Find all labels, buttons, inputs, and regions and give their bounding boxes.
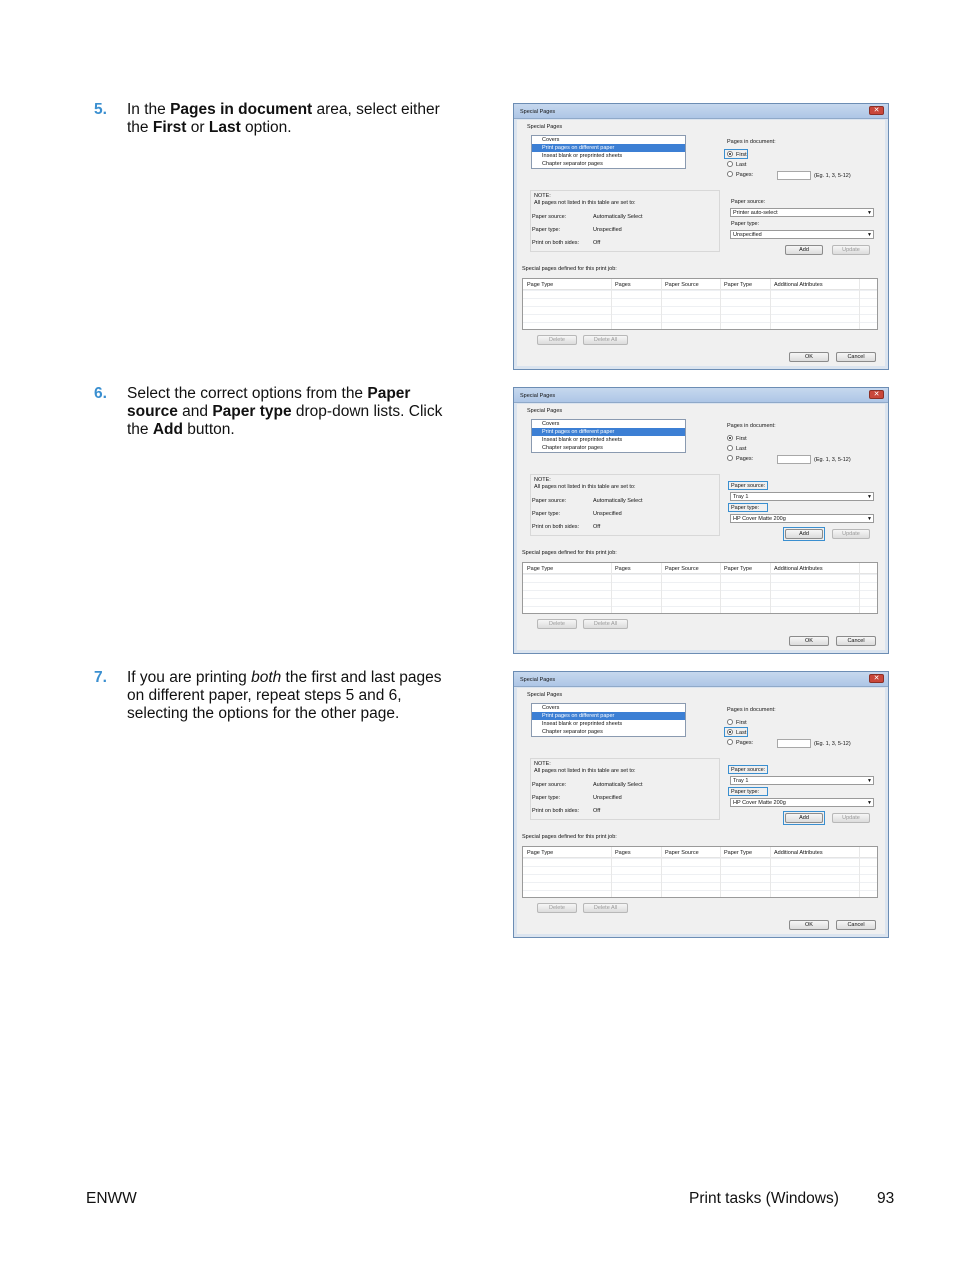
- note-label: Paper type:: [532, 227, 561, 233]
- list-item[interactable]: Inseat blank or preprinted sheets: [542, 437, 623, 443]
- footer-left: ENWW: [86, 1190, 137, 1207]
- column-header: Paper Type: [724, 282, 753, 288]
- special-pages-table[interactable]: [522, 278, 878, 330]
- table-rows: [523, 290, 877, 330]
- dialog-titlebar[interactable]: [514, 672, 888, 687]
- column-divider: [611, 563, 612, 613]
- radio-first[interactable]: [727, 435, 733, 441]
- column-header: Page Type: [527, 282, 554, 288]
- column-divider: [770, 563, 771, 613]
- page-number: 93: [877, 1190, 895, 1207]
- list-item[interactable]: Inseat blank or preprinted sheets: [542, 153, 623, 159]
- column-divider: [611, 847, 612, 897]
- radio-pages-label: Pages:: [736, 456, 754, 462]
- pages-example: (Eg. 1, 3, 5-12): [814, 741, 851, 747]
- dialog-titlebar[interactable]: [514, 104, 888, 119]
- note-text: All pages not listed in this table are set to:: [534, 768, 636, 774]
- paper-source-value: Printer auto-select: [733, 210, 778, 216]
- note-label: Print on both sides:: [532, 524, 580, 530]
- close-icon: ✕: [873, 107, 880, 114]
- list-item[interactable]: Covers: [542, 421, 560, 427]
- column-divider: [859, 279, 860, 329]
- table-rows: [523, 858, 877, 898]
- paper-source-label: Paper source:: [731, 483, 766, 489]
- note-label: Print on both sides:: [532, 240, 580, 246]
- note-title: NOTE:: [534, 477, 551, 483]
- special-pages-list[interactable]: [531, 135, 686, 169]
- pages-example: (Eg. 1, 3, 5-12): [814, 173, 851, 179]
- dialog-body: [517, 404, 885, 650]
- highlight-add: [783, 527, 825, 541]
- close-button[interactable]: [869, 674, 884, 683]
- chevron-down-icon: ▼: [867, 516, 872, 522]
- note-value: Automatically Select: [593, 782, 643, 788]
- dialog-body: [517, 688, 885, 934]
- paper-source-select[interactable]: [730, 776, 874, 785]
- table-header: [523, 563, 877, 574]
- special-pages-dialog: [513, 103, 889, 370]
- note-box: [530, 190, 720, 252]
- paper-source-label: Paper source:: [731, 199, 766, 205]
- highlight-add: [783, 811, 825, 825]
- group-label: Special Pages: [527, 124, 563, 130]
- chevron-down-icon: ▼: [867, 210, 872, 216]
- step-7: [94, 669, 459, 723]
- step-number: 5.: [94, 101, 107, 118]
- radio-pages-label: Pages:: [736, 740, 754, 746]
- special-pages-dialog: [513, 671, 889, 938]
- note-label: Print on both sides:: [532, 808, 580, 814]
- paper-type-value: HP Cover Matte 200g: [733, 800, 786, 806]
- column-header: Paper Type: [724, 566, 753, 572]
- delete-all-button[interactable]: Delete All: [583, 619, 628, 629]
- defined-pages-label: Special pages defined for this print job:: [522, 834, 617, 840]
- note-value: Off: [593, 524, 601, 530]
- radio-last-label: Last: [736, 446, 747, 452]
- paper-type-select[interactable]: [730, 798, 874, 807]
- list-item[interactable]: Covers: [542, 137, 560, 143]
- paper-type-label: Paper type:: [731, 505, 760, 511]
- pages-input[interactable]: [777, 739, 811, 748]
- radio-last[interactable]: [727, 445, 733, 451]
- paper-type-value: Unspecified: [733, 232, 762, 238]
- note-value: Automatically Select: [593, 214, 643, 220]
- paper-source-value: Tray 1: [733, 494, 749, 500]
- column-header: Paper Source: [665, 566, 699, 572]
- paper-type-select[interactable]: [730, 230, 874, 239]
- pages-input[interactable]: [777, 455, 811, 464]
- list-item-selected[interactable]: Print pages on different paper: [532, 144, 685, 152]
- column-header: Pages: [615, 850, 631, 856]
- note-value: Automatically Select: [593, 498, 643, 504]
- radio-first-label: First: [736, 436, 747, 442]
- note-value: Off: [593, 240, 601, 246]
- step-6: [94, 385, 459, 439]
- note-value: Unspecified: [593, 795, 622, 801]
- pages-in-document-label: Pages in document:: [727, 423, 776, 429]
- column-header: Additional Attributes: [774, 566, 823, 572]
- highlight-last: [724, 727, 748, 737]
- list-item-selected[interactable]: Print pages on different paper: [532, 712, 685, 720]
- highlight-paper-type: [728, 503, 768, 512]
- special-pages-table[interactable]: [522, 846, 878, 898]
- column-header: Additional Attributes: [774, 282, 823, 288]
- column-header: Page Type: [527, 566, 554, 572]
- dialog-title: Special Pages: [520, 677, 556, 683]
- list-item[interactable]: Inseat blank or preprinted sheets: [542, 721, 623, 727]
- defined-pages-label: Special pages defined for this print job:: [522, 550, 617, 556]
- special-pages-dialog: [513, 387, 889, 654]
- close-icon: ✕: [873, 391, 880, 398]
- table-header: [523, 279, 877, 290]
- list-item[interactable]: Chapter separator pages: [542, 729, 603, 735]
- highlight-paper-type: [728, 787, 768, 796]
- add-button[interactable]: Add: [785, 529, 823, 539]
- delete-button[interactable]: Delete: [537, 335, 577, 345]
- close-button[interactable]: [869, 390, 884, 399]
- column-divider: [720, 847, 721, 897]
- note-value: Off: [593, 808, 601, 814]
- radio-pages[interactable]: [727, 171, 733, 177]
- column-divider: [661, 563, 662, 613]
- cancel-button[interactable]: Cancel: [836, 920, 876, 930]
- delete-all-button[interactable]: Delete All: [583, 335, 628, 345]
- column-header: Page Type: [527, 850, 554, 856]
- chevron-down-icon: ▼: [867, 232, 872, 238]
- table-rows: [523, 574, 877, 614]
- note-title: NOTE:: [534, 193, 551, 199]
- list-item[interactable]: Chapter separator pages: [542, 161, 603, 167]
- defined-pages-label: Special pages defined for this print job:: [522, 266, 617, 272]
- dialog-title: Special Pages: [520, 109, 556, 115]
- pages-example: (Eg. 1, 3, 5-12): [814, 457, 851, 463]
- close-button[interactable]: [869, 106, 884, 115]
- column-header: Additional Attributes: [774, 850, 823, 856]
- paper-type-value: HP Cover Matte 200g: [733, 516, 786, 522]
- dialog-titlebar[interactable]: [514, 388, 888, 403]
- paper-source-select[interactable]: [730, 492, 874, 501]
- ok-button[interactable]: OK: [789, 920, 829, 930]
- add-button[interactable]: Add: [785, 245, 823, 255]
- group-label: Special Pages: [527, 692, 563, 698]
- ok-button[interactable]: OK: [789, 636, 829, 646]
- special-pages-table[interactable]: [522, 562, 878, 614]
- radio-pages[interactable]: [727, 455, 733, 461]
- special-pages-list[interactable]: [531, 703, 686, 737]
- footer-section: Print tasks (Windows): [689, 1190, 839, 1207]
- column-header: Paper Source: [665, 282, 699, 288]
- chevron-down-icon: ▼: [867, 778, 872, 784]
- update-button[interactable]: Update: [832, 529, 870, 539]
- step-text: If you are printing both the first and last pages on different paper, repeat steps 5 and 6, selecting the options for the other page.: [127, 669, 442, 722]
- column-divider: [770, 847, 771, 897]
- dialog-title: Special Pages: [520, 393, 556, 399]
- radio-last-label: Last: [736, 730, 747, 736]
- delete-button[interactable]: Delete: [537, 903, 577, 913]
- note-box: [530, 474, 720, 536]
- ok-button[interactable]: OK: [789, 352, 829, 362]
- highlight-paper-source: [728, 765, 768, 774]
- highlight-paper-source: [728, 481, 768, 490]
- dialog-body: [517, 120, 885, 366]
- paper-type-label: Paper type:: [731, 789, 760, 795]
- chevron-down-icon: ▼: [867, 494, 872, 500]
- close-icon: ✕: [873, 675, 880, 682]
- list-item[interactable]: Chapter separator pages: [542, 445, 603, 451]
- column-divider: [859, 563, 860, 613]
- paper-source-select[interactable]: [730, 208, 874, 217]
- list-item[interactable]: Covers: [542, 705, 560, 711]
- step-5: [94, 101, 459, 137]
- radio-pages[interactable]: [727, 739, 733, 745]
- column-divider: [859, 847, 860, 897]
- radio-first[interactable]: [727, 719, 733, 725]
- note-value: Unspecified: [593, 227, 622, 233]
- radio-last[interactable]: [727, 161, 733, 167]
- column-header: Pages: [615, 566, 631, 572]
- pages-in-document-label: Pages in document:: [727, 139, 776, 145]
- note-label: Paper source:: [532, 214, 567, 220]
- radio-pages-label: Pages:: [736, 172, 754, 178]
- column-divider: [661, 847, 662, 897]
- paper-source-value: Tray 1: [733, 778, 749, 784]
- note-label: Paper type:: [532, 511, 561, 517]
- note-value: Unspecified: [593, 511, 622, 517]
- note-text: All pages not listed in this table are set to:: [534, 484, 636, 490]
- cancel-button[interactable]: Cancel: [836, 352, 876, 362]
- add-button[interactable]: Add: [785, 813, 823, 823]
- paper-source-label: Paper source:: [731, 767, 766, 773]
- radio-first-label: First: [736, 720, 747, 726]
- note-box: [530, 758, 720, 820]
- step-number: 6.: [94, 385, 107, 402]
- column-divider: [720, 563, 721, 613]
- note-label: Paper source:: [532, 498, 567, 504]
- update-button[interactable]: Update: [832, 245, 870, 255]
- list-item-selected[interactable]: Print pages on different paper: [532, 428, 685, 436]
- delete-all-button[interactable]: Delete All: [583, 903, 628, 913]
- chevron-down-icon: ▼: [867, 800, 872, 806]
- radio-last-label: Last: [736, 162, 747, 168]
- highlight-first: [724, 149, 748, 159]
- step-number: 7.: [94, 669, 107, 686]
- column-divider: [770, 279, 771, 329]
- radio-first-label: First: [736, 152, 747, 158]
- column-header: Paper Source: [665, 850, 699, 856]
- note-title: NOTE:: [534, 761, 551, 767]
- column-header: Pages: [615, 282, 631, 288]
- note-label: Paper source:: [532, 782, 567, 788]
- column-divider: [611, 279, 612, 329]
- step-text: In the Pages in document area, select either the First or Last option.: [127, 101, 440, 136]
- column-header: Paper Type: [724, 850, 753, 856]
- pages-input[interactable]: [777, 171, 811, 180]
- pages-in-document-label: Pages in document:: [727, 707, 776, 713]
- update-button[interactable]: Update: [832, 813, 870, 823]
- paper-type-label: Paper type:: [731, 221, 760, 227]
- column-divider: [661, 279, 662, 329]
- paper-type-select[interactable]: [730, 514, 874, 523]
- step-text: Select the correct options from the Paper source and Paper type drop-down lists. Click the Add button.: [127, 385, 443, 438]
- delete-button[interactable]: Delete: [537, 619, 577, 629]
- table-header: [523, 847, 877, 858]
- special-pages-list[interactable]: [531, 419, 686, 453]
- column-divider: [720, 279, 721, 329]
- cancel-button[interactable]: Cancel: [836, 636, 876, 646]
- note-text: All pages not listed in this table are set to:: [534, 200, 636, 206]
- group-label: Special Pages: [527, 408, 563, 414]
- note-label: Paper type:: [532, 795, 561, 801]
